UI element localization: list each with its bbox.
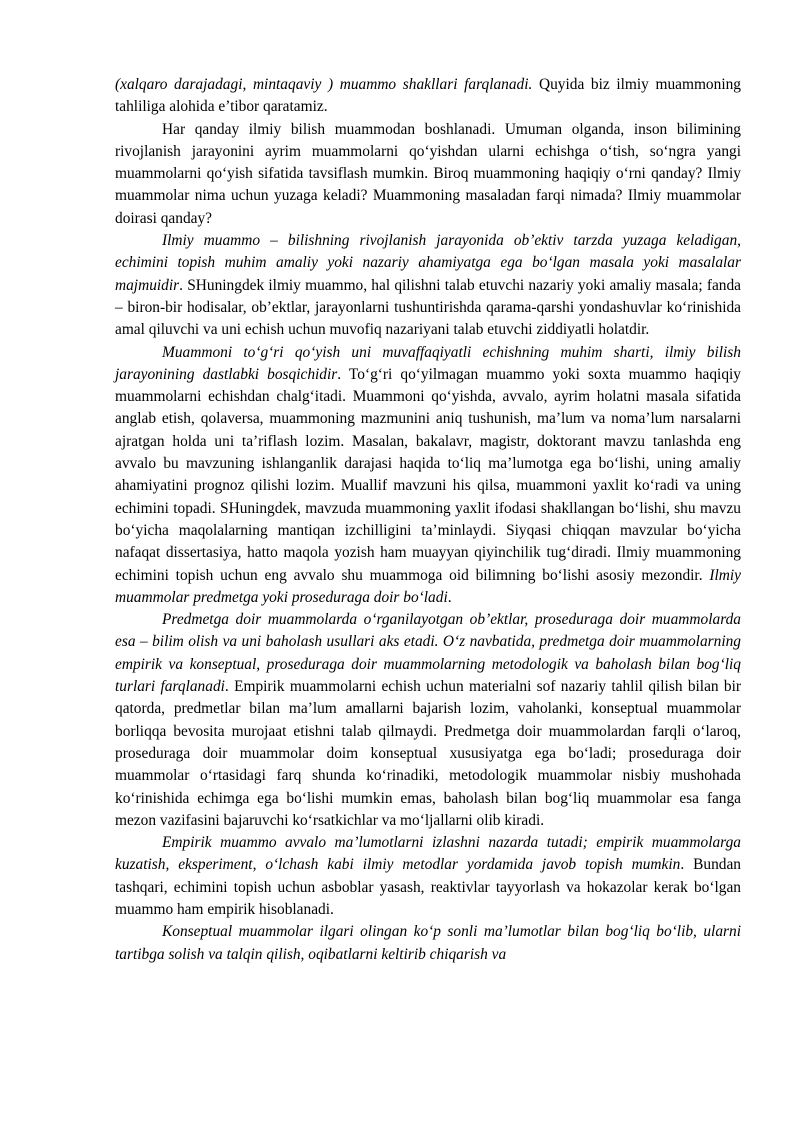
paragraph-5-italic-1: Predmetga doir muammolarda o‘rganilayotgan ob’ektlar, proseduraga doir muammolarda esa – bilim olish va uni baholash usullari aks etadi. O‘z navbatida, predmetga doir muammolarning empirik va konseptual, proseduraga doir muammolarning metodologik va baholash bilan bog‘liq turlari farqlanadi <box>115 611 741 696</box>
paragraph-4-italic-1: Muammoni to‘g‘ri qo‘yish uni muvaffaqiyatli echishning muhim sharti, ilmiy bilish jarayonining dastlabki bosqichidir <box>115 343 741 383</box>
paragraph-6-italic-1: Empirik muammo avvalo ma’lumotlarni izlashni nazarda tutadi; empirik muammolarga kuzatish, eksperiment, o‘lchash kabi ilmiy metodlar yordamida javob topish mumkin <box>115 834 741 874</box>
paragraph-1 <box>115 74 741 119</box>
paragraph-6-text-1: . Bundan tashqari, echimini topish uchun asboblar yasash, reaktivlar tayyorlash va hokazolar kerak bo‘lgan muammo ham empirik hisoblanadi. <box>115 856 741 918</box>
paragraph-7-italic-1: Konseptual muammolar ilgari olingan ko‘p sonli ma’lumotlar bilan bog‘liq bo‘lib, ularni tartibga solish va talqin qilish, oqibatlarni keltirib chiqarish va <box>115 923 741 963</box>
paragraph-3 <box>115 230 741 341</box>
paragraph-4 <box>115 342 741 610</box>
paragraph-5 <box>115 609 741 832</box>
paragraph-2-text-1: Har qanday ilmiy bilish muammodan boshlanadi. Umuman olganda, inson bilimining rivojlanish jarayonini ayrim muammolarni qo‘yishdan ularni echishga o‘tish, so‘ngra yangi muammolarni qo‘yish sifatida tavsiflash mumkin. Biroq muammoning haqiqiy o‘rni qanday? Ilmiy muammolar nima uchun yuzaga keladi? Muammoning masaladan farqi nimada? Ilmiy muammolar doirasi qanday? <box>115 120 741 227</box>
paragraph-5-text-1: . Empirik muammolarni echish uchun materialni sof nazariy tahlil qilish bilan bir qatorda, predmetlar bilan ma’lum amallarni bajarish lozim, vaholanki, konseptual muammolar borliqqa bevosita murojaat etishni talab qilmaydi. Predmetga doir muammolardan farqli o‘laroq, proseduraga doir muammolar doim konseptual xususiyatga ega bo‘ladi; proseduraga doir muammolar o‘rtasidagi farq shunda ko‘rinadiki, metodologik muammolar nisbiy mushohada ko‘rinishida echimga ega bo‘lishi mumkin emas, baholash bilan bog‘liq muammolar esa fanga mezon vazifasini bajaruvchi ko‘rsatkichlar va mo‘ljallarni olib kiradi. <box>115 678 741 829</box>
document-page <box>115 74 741 966</box>
paragraph-6 <box>115 832 741 921</box>
paragraph-4-text-1: . To‘g‘ri qo‘yilmagan muammo yoki soxta muammo haqiqiy muammolarni echishdan chalg‘itadi. Muammoni qo‘yishda, avvalo, ayrim holatni masala sifatida anglab etish, qolaversa, muammoning mazmunini aniq tushunish, ma’lum va noma’lum narsalarni ajratgan holda uni ta’riflash lozim. Masalan, bakalavr, magistr, doktorant mavzu tanlashda eng avvalo bu mavzuning ishlanganlik darajasi haqida to‘liq ma’lumotga ega bo‘lishi, uning amaliy ahamiyatini prognoz qilishi lozim. Muallif mavzuni his qilsa, muammoni yaxlit ko‘radi va uning echimini topadi. SHuningdek, mavzuda muammoning yaxlit ifodasi shakllangan bo‘lishi, shu mavzu bo‘yicha maqolalarning mantiqan izchilligini ta’minlaydi. Siyqasi chiqqan mavzular bo‘yicha nafaqat dissertasiya, hatto maqola yozish ham muayyan qiyinchilik tug‘diradi. Ilmiy muammoning echimini topish uchun eng avvalo shu muammoga oid bilimning bo‘lishi asosiy mezondir. <box>115 365 741 584</box>
paragraph-4-text-2: . <box>447 588 452 606</box>
paragraph-3-text-1: . SHuningdek ilmiy muammo, hal qilishni talab etuvchi nazariy yoki amaliy masala; fanda – biron-bir hodisalar, ob’ektlar, jarayonlarni tushuntirishda qarama-qarshi yondashuvlar ko‘rinishida amal qiluvchi va uni echish uchun muvofiq nazariyani talab etuvchi ziddiyatli holatdir. <box>115 276 741 339</box>
paragraph-1-text-1: Quyida biz ilmiy muammoning tahliliga alohida e’tibor qaratamiz. <box>115 76 741 116</box>
paragraph-4-italic-2: Ilmiy muammolar predmetga yoki proseduraga doir bo‘ladi <box>115 566 741 606</box>
paragraph-3-italic-1: Ilmiy muammo – bilishning rivojlanish jarayonida ob’ektiv tarzda yuzaga keladigan, echimini topish muhim amaliy yoki nazariy ahamiyatga ega bo‘lgan masala yoki masalalar majmuidir <box>115 232 741 294</box>
paragraph-1-italic-1: (xalqaro darajadagi, mintaqaviy ) muammo shakllari farqlanadi. <box>115 76 533 93</box>
paragraph-7 <box>115 921 741 966</box>
paragraph-2 <box>115 119 741 230</box>
